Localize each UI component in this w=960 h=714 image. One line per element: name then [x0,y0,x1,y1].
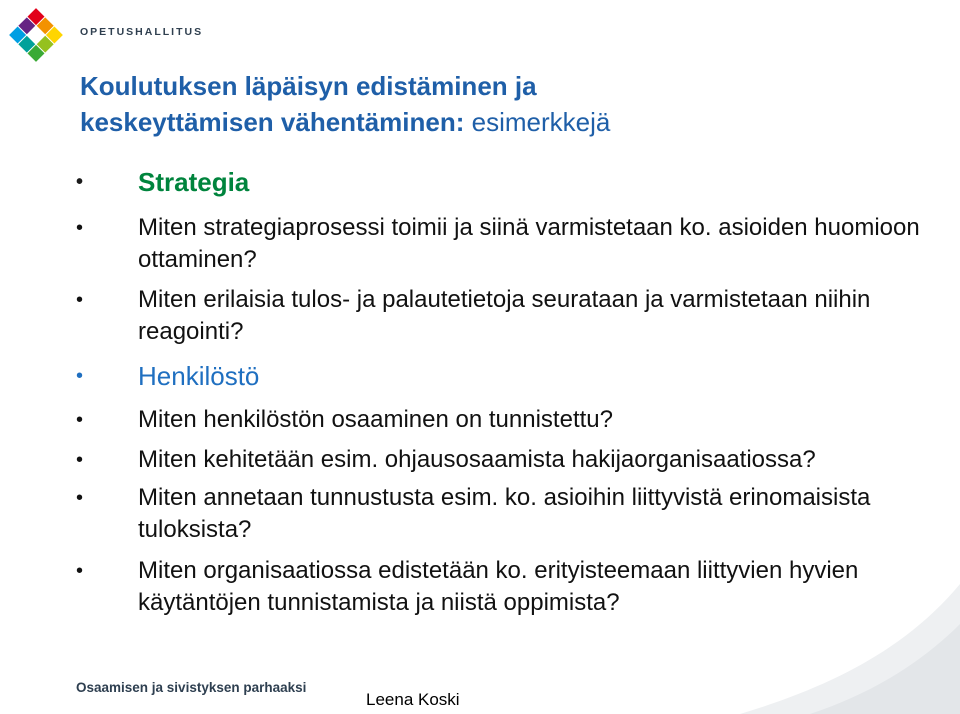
section-heading-henkilosto [76,360,928,392]
bullet-text: Henkilöstö [138,361,260,391]
list-item [76,444,928,476]
bullet-dot-icon: • [76,365,84,387]
list-item [76,482,928,546]
list-item [76,212,928,276]
title-line-2-bold: keskeyttämisen vähentäminen: [80,107,472,137]
list-item [76,404,928,436]
brand-name: OPETUSHALLITUS [80,26,204,38]
corner-decoration [660,584,960,714]
title-line-2-light: esimerkkejä [471,107,611,137]
bullet-text: Miten henkilöstön osaaminen on tunnistettu? [138,406,613,433]
bullet-dot-icon: • [76,409,84,431]
section-heading-strategia [76,166,928,198]
bullet-dot-icon: • [76,487,84,509]
footer-slogan: Osaamisen ja sivistyksen parhaaksi [76,680,307,695]
bullet-text: Miten organisaatiossa edistetään ko. erityisteemaan liittyvien hyvien käytäntöjen tunnistamista ja niistä oppimista? [138,557,859,616]
list-item [76,284,928,348]
bullet-dot-icon: • [76,171,84,193]
bullet-text: Strategia [138,167,250,197]
bullet-text: Miten kehitetään esim. ohjausosaamista hakijaorganisaatiossa? [138,446,816,473]
page-title [80,68,900,140]
title-line-1: Koulutuksen läpäisyn edistäminen ja [80,71,537,101]
title-line-2 [80,104,900,140]
bullet-text: Miten annetaan tunnustusta esim. ko. asioihin liittyvistä erinomaisista tuloksista? [138,484,871,543]
bullet-text: Miten strategiaprosessi toimii ja siinä varmistetaan ko. asioiden huomioon ottaminen? [138,214,920,273]
bullet-text: Miten erilaisia tulos- ja palautetietoja seurataan ja varmistetaan niihin reagointi? [138,286,871,345]
bullet-dot-icon: • [76,217,84,239]
bullet-dot-icon: • [76,289,84,311]
bullet-dot-icon: • [76,560,84,582]
author-name: Leena Koski [366,690,460,709]
diamond-logo-icon [8,7,64,63]
bullet-dot-icon: • [76,449,84,471]
